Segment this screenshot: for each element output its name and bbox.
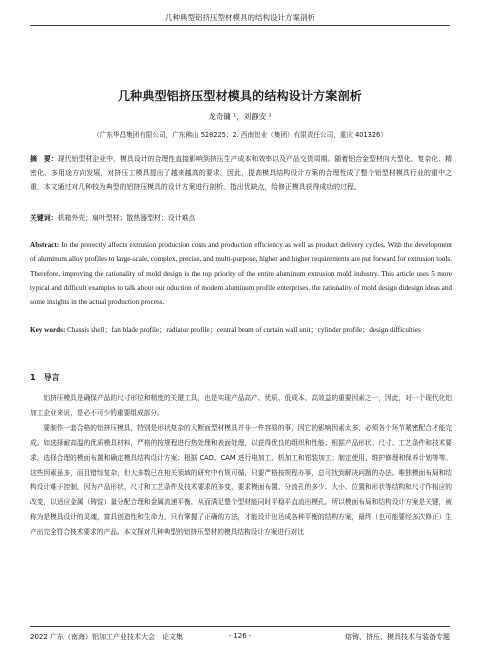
affiliations: （广东华昌集团有限公司，广东佛山 528225；2. 西南铝业（集团）有限责任公司，重庆 401326） — [93, 131, 387, 139]
running-header: 几种典型铝挤压型材模具的结构设计方案剖析 — [165, 13, 315, 22]
abstract-en — [30, 238, 452, 309]
abstract-cn — [30, 152, 452, 195]
footer-proceedings: 2022 广东（南海）铝加工产业技术大会 论文集 — [30, 633, 184, 641]
footer-topic: 熔铸、挤压、模具技术与装备专题 — [345, 633, 450, 641]
abstract-cn-label: 摘 要： — [30, 155, 58, 163]
header-divider — [30, 25, 450, 26]
footer-divider — [30, 626, 450, 627]
keywords-cn-label: 关键词： — [30, 214, 58, 222]
keywords-cn-text: 机箱外壳；扇叶型材；散热器型材；设计难点 — [57, 214, 196, 222]
paper-title: 几种典型铝挤压型材模具的结构设计方案剖析 — [117, 89, 362, 103]
authors: 龙奇镛 ¹，刘静安 ² — [208, 112, 272, 121]
abstract-cn-text: 现代铝型材企业中，模具设计的合理性直接影响到挤压生产成本和效率以及产品交货周期。随着铝合金型材向大型化、复杂化、精密化、多用途方向发展，对挤压工模具提出了越来越高的要求。因此，提高模具结构设计方案的合理性成了整个铝型材模具行业的重中之重，本文通过对几种较为典型的铝挤压模具的设计方案进行剖析，指出优缺点，给修正模具获得成功的过程。 — [30, 155, 453, 192]
keywords-en-label: Key words: — [30, 326, 66, 334]
keywords-cn — [30, 211, 452, 225]
body-paragraph: 要制作一套合格的铝挤压模具，特别是形状复杂的大断面型材模具并非一件容易的事，因它的影响因素太多，必须各个环节紧密配合才能完成。如选择耐高温的优质模具材料，严格的按规程进行热处理和表面处理，以获得优良的组织和性能；根据产品形状、尺寸、工艺条件和技术要求，选择合理的模面布置和确定模具结构设计方案；根据 CAD、CAM 进行电加工、机加工和钳装加工；制定使用、维护修理和保养计划等等。这些因素虽多，而且错综复杂，但大多数已在相关领域的研究中有规可循，只要严格按规程办事，总可找到解决问题的办法。唯独模面布局和结构设计难于控制，因为产品形状、尺寸和工艺条件及技术要求的多变，要求模面布置、分流孔的多少、大小、位置和形状等结构和尺寸作相应的改变，以适应金属（铸锭）量分配合理和金属流速平衡，从而满足整个型材能同时平稳平直流出模孔。所以模面布局和结构设计方案是关键，被称为是模具设计的灵魂，富具创造性和生命力。只有掌握了正确的方法，才能设计出达成各种平衡的结构方案，最终（也可能要经多次修正）生产出完全符合技术要求的产品。本文探对几种典型的铝挤压型材的模具结构设计方案进行对比 — [30, 423, 452, 537]
abstract-en-text: In the prerectly affects extrusion production costs and production efficiency as well as product delivery cycles. With the development of aluminum alloy profiles to large-scale, complex, precise, and multi-purpose, higher and higher requirements are put forward for extrusion tools. Therefore, improving the rationality of mold design is the top priority of the entire aluminum extrusion mold industry. This article uses 5 more typical and difficult examples to talk about our oduction of modern aluminum profile enterprises, the rationality of mold design didesign ideas and some insights in the actual production process. — [30, 241, 452, 307]
abstract-en-label: Abstract: — [30, 241, 60, 249]
section-heading: 1 导言 — [30, 373, 60, 382]
page-number: - 126 - — [228, 632, 252, 640]
body-paragraph: 铝挤压模具是确保产品的尺寸形位和精度的关键工具，也是实现产品高产、优质、低成本、高效益的重要因素之一，因此，对一个现代化铝加工企业来说，是必不可少的重要组成部分。 — [30, 394, 452, 417]
keywords-en-text: Chassis shell；fan blade profile；radiator profile；central beam of curtain wall unit；cylinder profile；design difficulties — [67, 326, 421, 334]
keywords-en — [30, 323, 452, 337]
section-body — [30, 391, 452, 540]
